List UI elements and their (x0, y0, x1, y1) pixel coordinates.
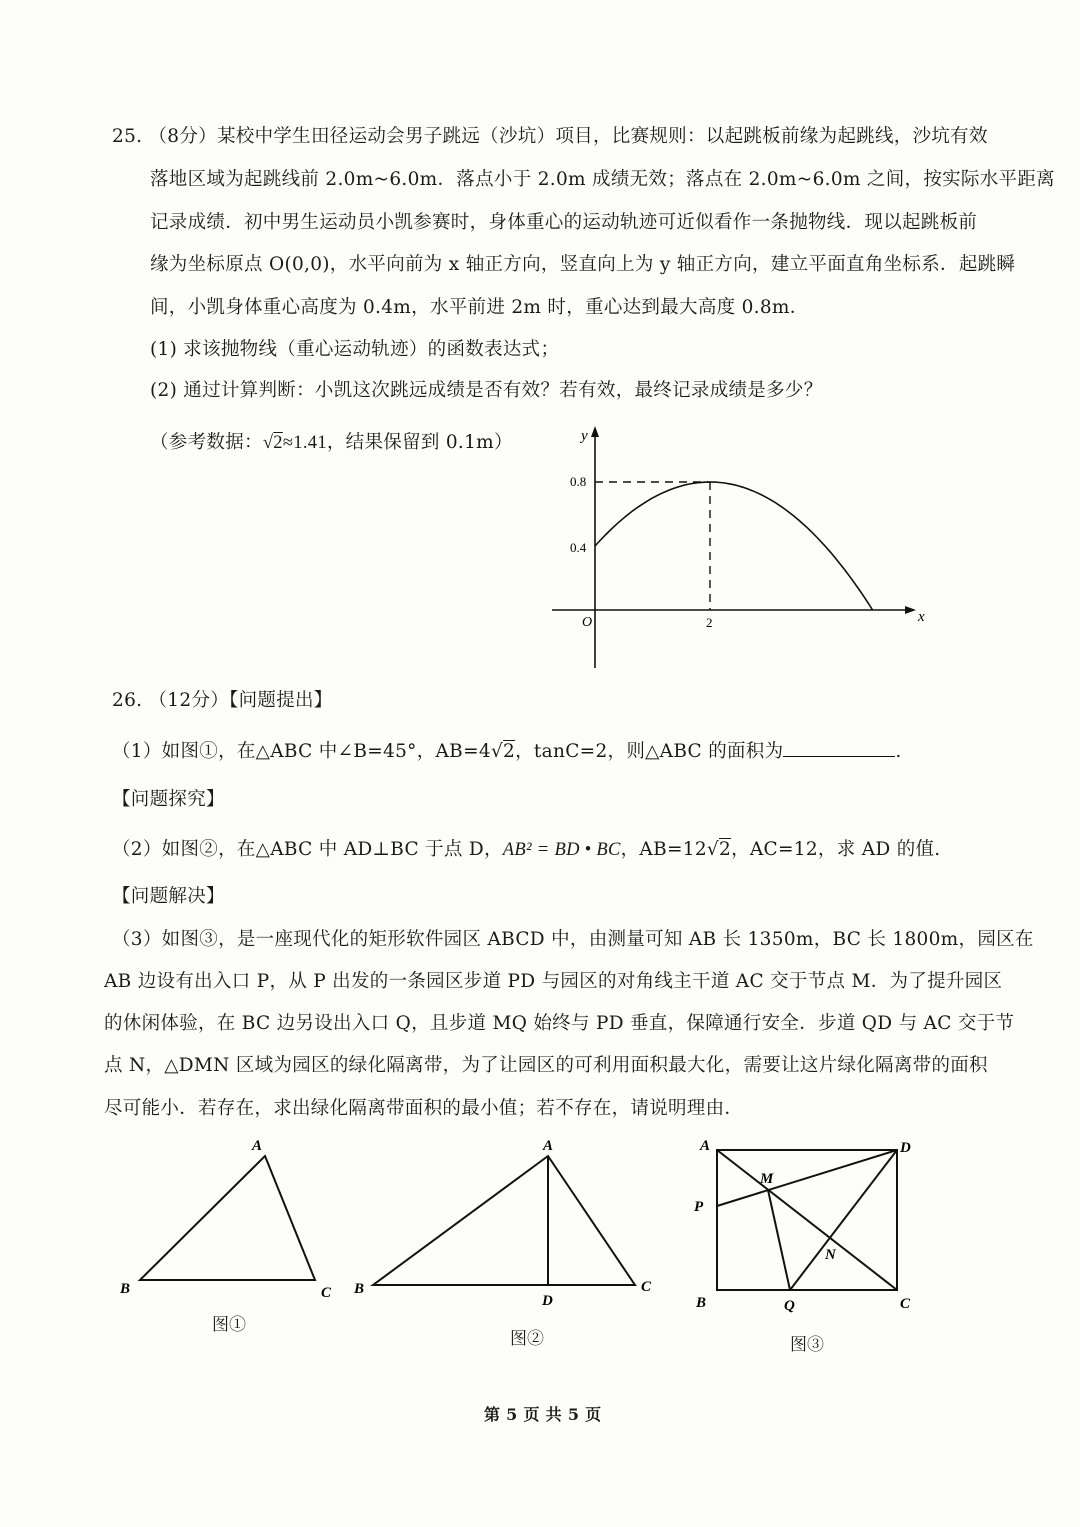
figure-3-caption: 图③ (790, 1335, 824, 1355)
ref-approx: ≈1.41 (282, 433, 327, 453)
parabola-graph (540, 420, 940, 680)
triangle-abc (140, 1156, 315, 1280)
q26-p3-line-2: AB 边设有出入口 P，从 P 出发的一条园区步道 PD 与园区的对角线主干道 AC 交于节点 M．为了提升园区 (104, 971, 1003, 992)
y-axis-label: y (581, 428, 588, 444)
q26-p3-line-1: （3）如图③，是一座现代化的矩形软件园区 ABCD 中，由测量可知 AB 长 1350m，BC 长 1800m，园区在 (112, 929, 1034, 950)
p1-end: . (895, 741, 902, 762)
q26-p3-line-3: 的休闲体验，在 BC 边另设出入口 Q，且步道 MQ 始终与 PD 垂直，保障通行安全．步道 QD 与 AC 交于节 (104, 1013, 1015, 1034)
ref-prefix: （参考数据： (150, 432, 263, 453)
fig3-label-d: D (900, 1140, 911, 1156)
fig3-label-q: Q (784, 1298, 795, 1314)
answer-blank[interactable] (783, 740, 895, 757)
q25-reference-data (150, 428, 513, 454)
fig2-label-b: B (354, 1281, 365, 1297)
p2-text-b: ，AB=12 (620, 839, 707, 860)
fig3-label-c: C (900, 1296, 911, 1312)
page-footer: 第 5 页 共 5 页 (484, 1405, 602, 1424)
y-axis-arrow (591, 426, 599, 437)
parabola-curve (595, 482, 873, 610)
q25-line-4: 缘为坐标原点 O(0,0)，水平向前为 x 轴正方向，竖直向上为 y 轴正方向，建立平面直角坐标系．起跳瞬 (150, 254, 1016, 275)
origin-label: O (582, 615, 593, 630)
fig1-label-a: A (252, 1138, 263, 1154)
q25-line-2: 落地区域为起跳线前 2.0m~6.0m．落点小于 2.0m 成绩无效；落点在 2.0m~6.0m 之间，按实际水平距离 (150, 169, 1055, 190)
q26-solve-heading: 【问题解决】 (112, 886, 225, 907)
q25-line-3: 记录成绩．初中男生运动员小凯参赛时，身体重心的运动轨迹可近似看作一条抛物线．现以起跳板前 (150, 212, 978, 233)
fig3-label-b: B (696, 1295, 707, 1311)
p2-sqrt: √2 (706, 839, 732, 860)
p1-sqrt: √2 (490, 741, 516, 762)
fig2-label-d: D (542, 1293, 553, 1309)
tick-label-0.8: 0.8 (570, 474, 587, 489)
p1-text-a: （1）如图①，在△ABC 中∠B=45°，AB=4 (112, 741, 491, 762)
x-axis-label: x (918, 609, 925, 625)
p2-text-a: （2）如图②，在△ABC 中 AD⊥BC 于点 D， (112, 839, 503, 860)
ref-sqrt: √2 (262, 433, 283, 453)
q25-part-2: (2) 通过计算判断：小凯这次跳远成绩是否有效？若有效，最终记录成绩是多少？ (150, 380, 823, 401)
fig1-label-c: C (321, 1285, 332, 1301)
q25-part-1: (1) 求该抛物线（重心运动轨迹）的函数表达式； (150, 339, 560, 360)
p1-text-b: ，tanC=2，则△ABC 的面积为 (515, 741, 784, 762)
q26-header: 26. （12分）【问题提出】 (112, 690, 333, 711)
fig2-label-c: C (641, 1279, 652, 1295)
fig3-label-m: M (760, 1171, 774, 1187)
x-axis-arrow (905, 606, 916, 614)
figure-2-caption: 图② (510, 1329, 544, 1349)
p2-formula: AB² = BD • BC (502, 840, 621, 860)
fig1-label-b: B (120, 1281, 131, 1297)
fig3-label-a: A (700, 1138, 711, 1154)
q26-p3-line-5: 尽可能小．若存在，求出绿化隔离带面积的最小值；若不存在，请说明理由． (104, 1098, 744, 1119)
fig2-label-a: A (543, 1138, 554, 1154)
fig3-label-n: N (825, 1247, 836, 1263)
q25-line-1: 25. （8分）某校中学生田径运动会男子跳远（沙坑）项目，比赛规则：以起跳板前缘为起跳线，沙坑有效 (112, 126, 988, 147)
q26-part-1 (112, 737, 902, 763)
figure-1-caption: 图① (212, 1315, 246, 1335)
ref-suffix: ，结果保留到 0.1m） (326, 432, 513, 453)
fig3-label-p: P (694, 1199, 704, 1215)
q26-part-2 (112, 835, 940, 861)
tick-label-0.4: 0.4 (570, 540, 587, 555)
triangle-abc (373, 1156, 635, 1285)
figure-3 (680, 1128, 930, 1328)
p2-text-c: ，AC=12，求 AD 的值. (731, 839, 941, 860)
tick-label-2: 2 (706, 615, 713, 630)
figure-1 (110, 1130, 340, 1310)
q26-p3-line-4: 点 N，△DMN 区域为园区的绿化隔离带，为了让园区的可利用面积最大化，需要让这片绿化隔离带的面积 (104, 1055, 988, 1076)
q25-line-5: 间，小凯身体重心高度为 0.4m，水平前进 2m 时，重心达到最大高度 0.8m． (150, 297, 809, 318)
figure-2 (345, 1130, 665, 1315)
path-pd (717, 1150, 897, 1206)
q26-explore-heading: 【问题探究】 (112, 789, 225, 810)
